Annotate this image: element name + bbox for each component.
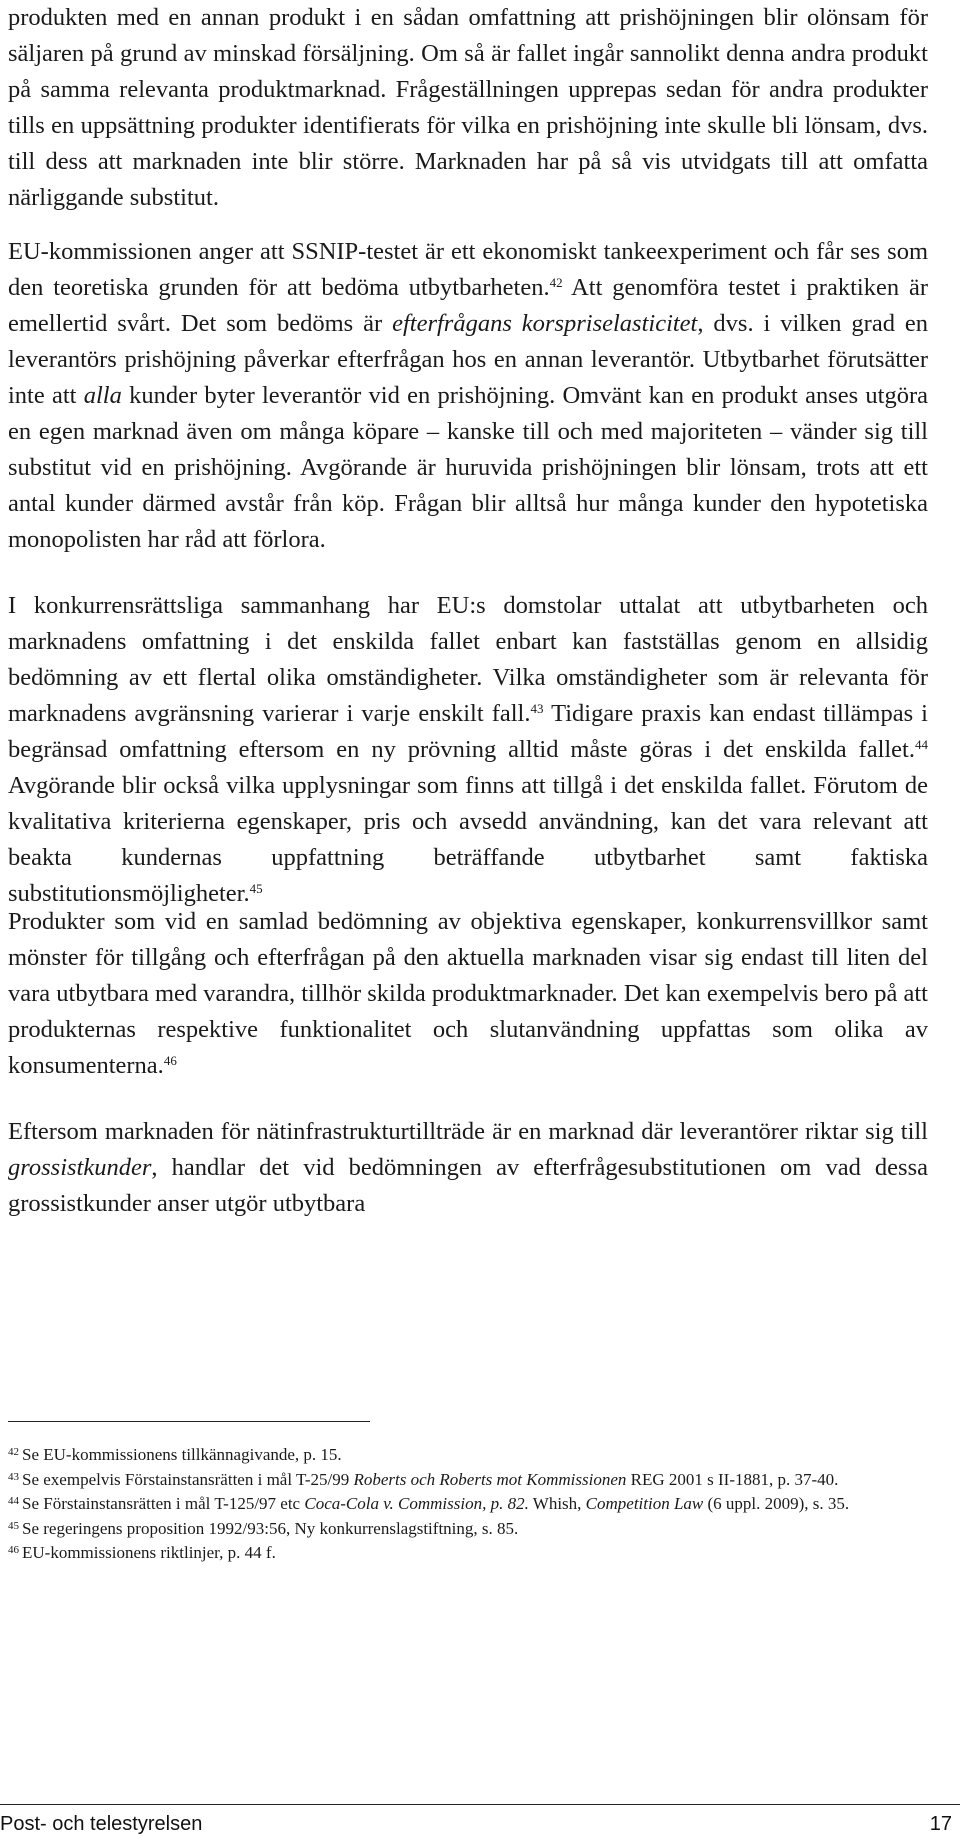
footnote bbox=[8, 1541, 918, 1566]
paragraph bbox=[8, 0, 928, 216]
text-run: , dvs. i vilken grad en leverantörs prishöjning påverkar efterfrågan hos en annan leverantör. Utbytbarhet förutsätter inte att bbox=[8, 310, 928, 409]
footer-separator bbox=[0, 1804, 960, 1805]
text-run: REG 2001 s II-1881, p. 37-40. bbox=[626, 1469, 839, 1489]
paragraph bbox=[8, 588, 928, 912]
emphasis-text: grossistkunder bbox=[8, 1154, 152, 1181]
footnote-number: 45 bbox=[8, 1519, 19, 1532]
footnote-number: 44 bbox=[8, 1495, 19, 1507]
page-number: 17 bbox=[929, 1813, 952, 1835]
paragraph bbox=[8, 234, 928, 558]
text-run: EU-kommissionen anger att SSNIP-testet är ett ekonomiskt tankeexperiment och får ses som den teoretiska grunden för att bedöma utbytbarheten. bbox=[8, 238, 928, 301]
footnote-reference: 44 bbox=[915, 737, 928, 752]
emphasis-text: Coca-Cola v. Commission, p. 82. bbox=[304, 1494, 529, 1513]
footnote bbox=[8, 1468, 918, 1493]
text-run: Produkter som vid en samlad bedömning av objektiva egenskaper, konkurrensvillkor samt mönster för tillgång och efterfrågan på den aktuella marknaden visar sig endast till liten del vara utbytbara med varandra, tillhör skilda produktmarknader. Det kan exempelvis bero på att produkternas respektive funktionalitet och slutanvändning uppfattas som olika av konsumenterna. bbox=[8, 908, 928, 1079]
footnote-reference: 42 bbox=[549, 275, 563, 290]
footnote-reference: 45 bbox=[249, 881, 263, 896]
footnote bbox=[8, 1517, 918, 1542]
footnote-reference: 43 bbox=[530, 701, 544, 716]
footnote bbox=[8, 1492, 918, 1517]
footnote-number: 46 bbox=[8, 1544, 19, 1556]
footer-publisher: Post- och telestyrelsen bbox=[0, 1813, 203, 1835]
emphasis-text: alla bbox=[83, 382, 122, 409]
text-run: EU-kommissionens riktlinjer, p. 44 f. bbox=[22, 1543, 276, 1562]
text-run: Att genomföra testet i praktiken är emellertid svårt. Det som bedöms är bbox=[8, 274, 928, 337]
text-run: produkten med en annan produkt i en sådan omfattning att prishöjningen blir olönsam för säljaren på grund av minskad försäljning. Om så är fallet ingår sannolikt denna andra produkt på samma relevanta produktmarknad. Frågeställningen upprepas sedan för andra produkter tills en uppsättning produkter identifierats för vilka en prishöjning inte skulle bli lönsam, dvs. till dess att marknaden inte blir större. Marknaden har på så vis utvidgats till att omfatta närliggande substitut. bbox=[8, 4, 928, 211]
emphasis-text: Competition Law bbox=[585, 1494, 704, 1513]
paragraph bbox=[8, 904, 928, 1084]
text-run: Se EU-kommissionens tillkännagivande, p. 15. bbox=[22, 1445, 342, 1464]
text-run: Whish, bbox=[528, 1494, 586, 1513]
footnote-number: 43 bbox=[8, 1470, 19, 1483]
text-run: Avgörande blir också vilka upplysningar som finns att tillgå i det enskilda fallet. Förutom de kvalitativa kriterierna egenskaper, pris och avsedd användning, kan det vara relevant att beakta kundernas uppfattning beträffande utbytbarhet samt faktiska substitutionsmöjligheter. bbox=[8, 772, 928, 907]
text-run: Se exempelvis Förstainstansrätten i mål T-25/99 bbox=[22, 1469, 354, 1489]
text-run: Se regeringens proposition 1992/93:56, Ny konkurrenslagstiftning, s. 85. bbox=[22, 1518, 519, 1538]
footnotes bbox=[8, 1443, 918, 1566]
footnote bbox=[8, 1443, 918, 1468]
text-run: kunder byter leverantör vid en prishöjning. Omvänt kan en produkt anses utgöra en egen marknad även om många köpare – kanske till och med majoriteten – vänder sig till substitut vid en prishöjning. Avgörande är huruvida prishöjningen blir lönsam, trots att ett antal kunder därmed avstår från köp. Frågan blir alltså hur många kunder den hypotetiska monopolisten har råd att förlora. bbox=[8, 382, 928, 553]
emphasis-text: Roberts och Roberts mot Kommissionen bbox=[353, 1469, 627, 1489]
text-run: Eftersom marknaden för nätinfrastrukturtillträde är en marknad där leverantörer riktar sig till bbox=[8, 1118, 928, 1145]
footnote-separator bbox=[8, 1421, 370, 1422]
paragraph bbox=[8, 1114, 928, 1222]
text-run: I konkurrensrättsliga sammanhang har EU:s domstolar uttalat att utbytbarheten och marknadens omfattning i det enskilda fallet enbart kan fastställas genom en allsidig bedömning av ett flertal olika omständigheter. Vilka omständigheter som är relevanta för marknadens avgränsning varierar i varje enskilt fall. bbox=[8, 592, 928, 727]
text-run: Tidigare praxis kan endast tillämpas i begränsad omfattning eftersom en ny prövning alltid måste göras i det enskilda fallet. bbox=[8, 700, 928, 763]
text-run: Se Förstainstansrätten i mål T-125/97 etc bbox=[22, 1494, 305, 1513]
emphasis-text: efterfrågans korspriselasticitet bbox=[392, 310, 698, 337]
text-run: , handlar det vid bedömningen av efterfrågesubstitutionen om vad dessa grossistkunder anser utgör utbytbara bbox=[8, 1154, 928, 1217]
text-run: (6 uppl. 2009), s. 35. bbox=[703, 1494, 850, 1513]
footnote-number: 42 bbox=[8, 1446, 19, 1458]
footnote-reference: 46 bbox=[163, 1053, 177, 1068]
